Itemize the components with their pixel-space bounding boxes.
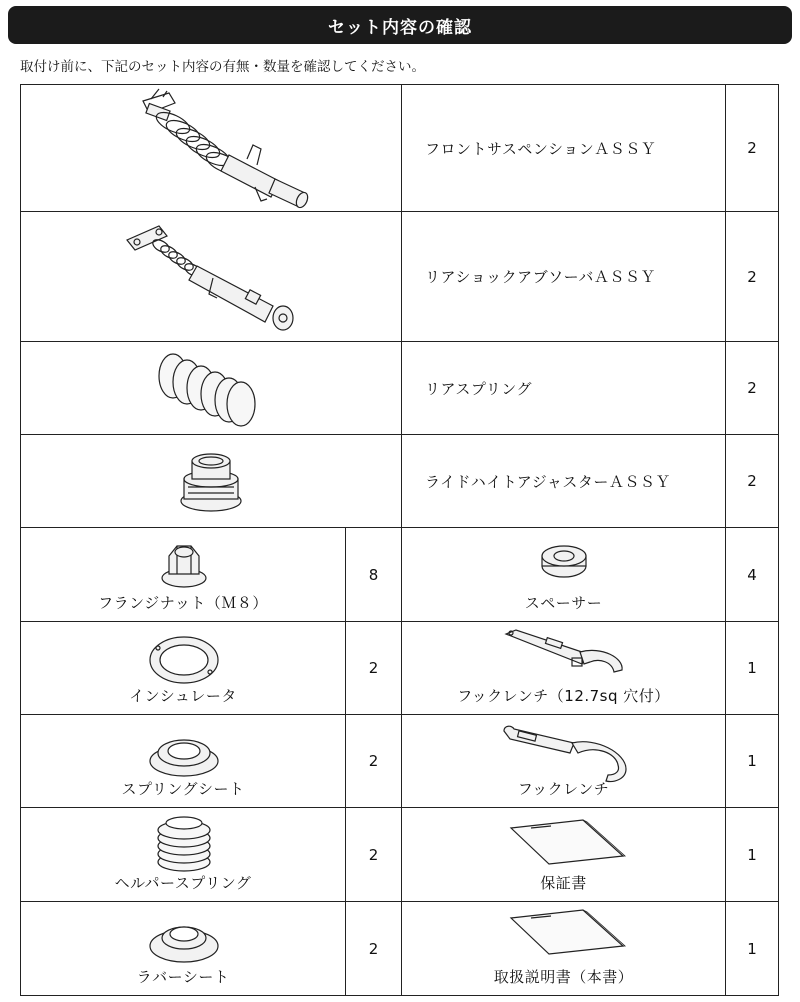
rear-shock-absorber-icon: [123, 218, 303, 338]
helper-spring-icon: [156, 814, 212, 874]
part-name: 保証書: [540, 874, 587, 892]
table-row: [21, 435, 778, 528]
part-qty: 2: [747, 379, 757, 397]
part-qty: 2: [747, 472, 757, 490]
part-qty: 8: [368, 565, 379, 584]
table-row: [21, 715, 778, 808]
part-name: リアショックアブソーバＡＳＳＹ: [425, 268, 656, 286]
rubber-seat-icon: [148, 910, 220, 966]
part-name: インシュレータ: [129, 687, 237, 705]
part-qty: 1: [747, 845, 757, 864]
image-cell: [21, 808, 346, 901]
intro-text: 取付け前に、下記のセット内容の有無・数量を確認してください。: [20, 59, 425, 75]
qty-cell: [726, 342, 778, 434]
image-cell: [21, 85, 402, 211]
ride-height-adjuster-icon: [176, 449, 246, 517]
image-cell: [402, 902, 726, 995]
hook-wrench-with-hole-icon: [502, 628, 628, 678]
qty-cell: [726, 85, 778, 211]
part-qty: 2: [747, 267, 757, 286]
section-title: セット内容の確認: [328, 17, 472, 38]
part-name: スプリングシート: [121, 780, 245, 798]
part-name: フックレンチ（12.7sq 穴付）: [457, 687, 670, 705]
image-cell: [21, 212, 402, 341]
qty-cell: [726, 808, 778, 901]
flange-nut-icon: [159, 540, 209, 590]
part-qty: 4: [747, 565, 757, 584]
qty-cell: [726, 622, 778, 714]
qty-cell: [346, 902, 402, 995]
parts-table: [20, 84, 779, 996]
name-cell: [402, 342, 726, 434]
front-suspension-assy-icon: [129, 89, 309, 209]
part-name: ラバーシート: [136, 968, 230, 986]
part-qty: 2: [368, 939, 379, 958]
table-row: [21, 528, 778, 622]
image-cell: [21, 902, 346, 995]
image-cell: [402, 715, 726, 807]
qty-cell: [726, 435, 778, 527]
image-cell: [402, 808, 726, 901]
table-row: [21, 902, 778, 995]
part-qty: 2: [368, 659, 379, 677]
rear-spring-icon: [151, 348, 261, 430]
insulator-icon: [148, 634, 220, 686]
spring-seat-icon: [148, 727, 220, 779]
image-cell: [402, 528, 726, 621]
warranty-document-icon: [507, 818, 627, 868]
name-cell: [402, 212, 726, 341]
section-header: [8, 6, 792, 44]
qty-cell: [346, 715, 402, 807]
part-name: リアスプリング: [425, 379, 533, 398]
table-row: [21, 85, 778, 212]
qty-cell: [726, 528, 778, 621]
table-row: [21, 342, 778, 435]
name-cell: [402, 435, 726, 527]
name-cell: [402, 85, 726, 211]
part-name: ヘルパースプリング: [114, 874, 252, 892]
part-name: 取扱説明書（本書）: [493, 968, 634, 986]
qty-cell: [726, 212, 778, 341]
part-name: フランジナット（Ｍ８）: [98, 594, 268, 612]
part-qty: 1: [747, 939, 757, 958]
image-cell: [21, 622, 346, 714]
instruction-manual-icon: [507, 908, 627, 958]
image-cell: [21, 435, 402, 527]
table-row: [21, 622, 778, 715]
qty-cell: [726, 902, 778, 995]
part-qty: 2: [368, 752, 379, 770]
part-name: ライドハイトアジャスターＡＳＳＹ: [425, 472, 671, 491]
image-cell: [21, 715, 346, 807]
part-name: フックレンチ: [517, 780, 610, 798]
part-qty: 2: [747, 139, 757, 157]
image-cell: [21, 342, 402, 434]
table-row: [21, 212, 778, 342]
part-name: スペーサー: [524, 594, 603, 612]
image-cell: [402, 622, 726, 714]
image-cell: [21, 528, 346, 621]
part-name: フロントサスペンションＡＳＳＹ: [425, 139, 657, 158]
qty-cell: [346, 528, 402, 621]
part-qty: 1: [747, 659, 757, 677]
table-row: [21, 808, 778, 902]
spacer-icon: [539, 544, 589, 580]
part-qty: 2: [368, 845, 379, 864]
qty-cell: [346, 808, 402, 901]
qty-cell: [726, 715, 778, 807]
part-qty: 1: [747, 752, 757, 770]
hook-wrench-icon: [502, 723, 632, 785]
qty-cell: [346, 622, 402, 714]
